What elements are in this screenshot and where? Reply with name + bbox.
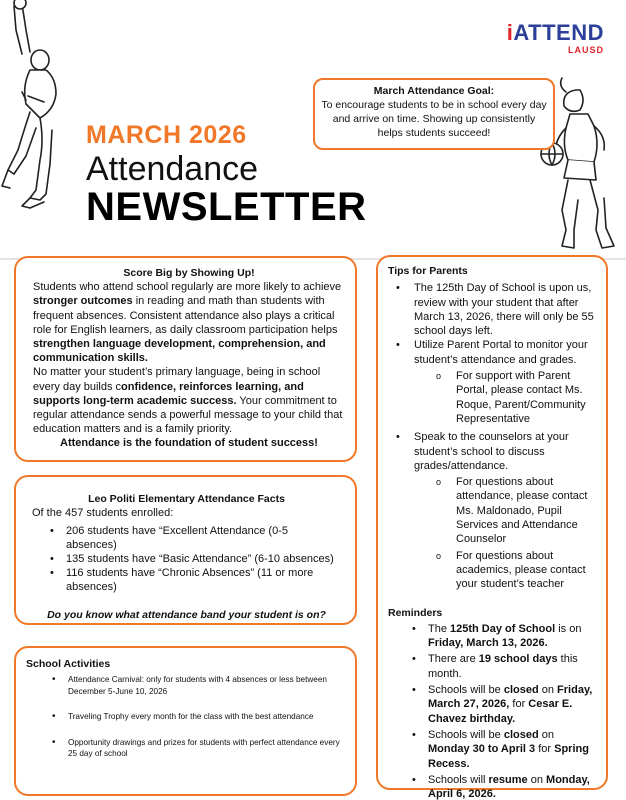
list-item: • 206 students have “Excellent Attendance (0-5 absences) [50,524,341,552]
facts-title: Leo Politi Elementary Attendance Facts [88,493,285,505]
text-run: Schools will be [428,728,504,741]
goal-text: To encourage students to be in school every day and arrive on time. Showing up consistently helps students succeed! [321,99,547,139]
facts-intro: Of the 457 students enrolled: [32,507,174,519]
bold-text: 19 school days [478,653,558,666]
score-section-title: Score Big by Showing Up! [123,267,255,279]
text-run: this month. [428,653,578,680]
bold-text: strengthen language development, comprehension, and communication skills. [33,338,326,365]
list-item: o For questions about academics, please contact your student’s teacher [436,549,596,592]
tip-125th-day: The 125th Day of School is upon us, review with your student that after March 13, 2026, there will only be 55 school days left. [414,282,594,338]
tips-title: Tips for Parents [388,265,468,277]
text-run: for [535,743,555,756]
bold-text: Friday, March 13, 2026. [428,637,548,650]
goal-title: March Attendance Goal: [373,85,495,97]
list-item [412,683,596,726]
list-item [412,728,596,771]
logo-attend-text: ATTEND [513,20,604,45]
text-run: There are [428,653,479,666]
tips-list [396,281,596,591]
i-attend-lausd-logo [507,22,604,55]
list-item: • 116 students have “Chronic Absences” (11 or more absences) [50,566,341,594]
text-run: on [538,728,554,741]
newsletter-month: MARCH 2026 [86,121,247,149]
bold-text: Spring Recess. [428,743,589,770]
logo-lausd-text: LAUSD [568,45,604,55]
bold-text: 125th Day of School [450,622,556,635]
text-run: on [538,684,558,697]
text-run: Schools will be [428,684,504,697]
text-run: is on [555,622,582,635]
tip-sub-list [436,475,596,591]
reminders-title: Reminders [388,606,443,619]
school-activities-section [14,646,357,796]
reminders-list [412,622,596,800]
bold-text: Monday, April 6, 2026. [428,773,590,800]
activities-list [52,674,345,760]
newsletter-title-newsletter: NEWSLETTER [86,185,367,229]
list-item: • Opportunity drawings and prizes for students with perfect attendance every 25 day of school [52,737,345,760]
bold-text: closed [503,728,539,741]
bold-text: Cesar E. Chavez birthday. [428,698,573,725]
list-item: • Attendance Carnival: only for students with 4 absences or less between December 5-June 10, 2026 [52,674,345,697]
text-run: for [509,698,529,711]
text-run: Schools will [428,773,489,786]
bold-text: Monday 30 to April 3 [428,743,536,756]
bold-text: stronger outcomes [33,295,133,308]
tip-parent-portal: Utilize Parent Portal to monitor your student’s attendance and grades. [414,339,588,366]
text-run: in reading and math than students with frequent absences. Consistent attendance also plays a critical role for English learners, as daily classroom participation helps [33,295,338,336]
list-item [396,338,596,426]
text-run: No matter your student’s primary language, being in school every day builds c [33,366,321,393]
list-item [412,773,596,800]
list-item: o For questions about attendance, please contact Ms. Maldonado, Pupil Services and Attendance Counselor [436,475,596,546]
text-run: on [527,773,547,786]
score-closing [33,436,345,450]
logo-i: i [506,20,514,45]
bold-text: onfidence, reinforces learning, and supports long-term academic success. [33,380,304,407]
list-item [412,652,596,681]
bold-text: Friday, March 27, 2026, [428,684,593,711]
text-run: Your commitment to regular attendance sends a powerful message to your child that education matters and is a family priority. [33,394,343,436]
tip-sub-list [436,369,596,426]
list-item [412,622,596,651]
score-paragraph-2 [33,365,345,436]
bold-text: closed [503,684,539,697]
attendance-goal-box [313,78,555,150]
basketball-player-dunking-illustration [0,0,80,250]
facts-list [50,524,341,594]
activities-title: School Activities [26,658,111,670]
facts-question: Do you know what attendance band your student is on? [47,609,326,621]
tips-for-parents-section [376,255,608,800]
bold-text: resume [488,773,528,786]
score-paragraph-1 [33,280,345,365]
attendance-facts-section [14,475,357,625]
score-big-section [14,256,357,462]
list-item [396,281,596,338]
list-item [396,430,596,591]
text-run: The [428,622,451,635]
list-item: • Traveling Trophy every month for the class with the best attendance [52,711,345,723]
text-run: Students who attend school regularly are more likely to achieve [33,281,342,294]
list-item: • 135 students have “Basic Attendance” (6-10 absences) [50,552,341,566]
score-closing-text: Attendance is the foundation of student success! [60,437,318,450]
newsletter-title-attendance: Attendance [86,150,259,188]
tip-counselors: Speak to the counselors at your student’s school to discuss grades/attendance. [414,431,569,472]
list-item: o For support with Parent Portal, please contact Ms. Roque, Parent/Community Representative [436,369,596,426]
